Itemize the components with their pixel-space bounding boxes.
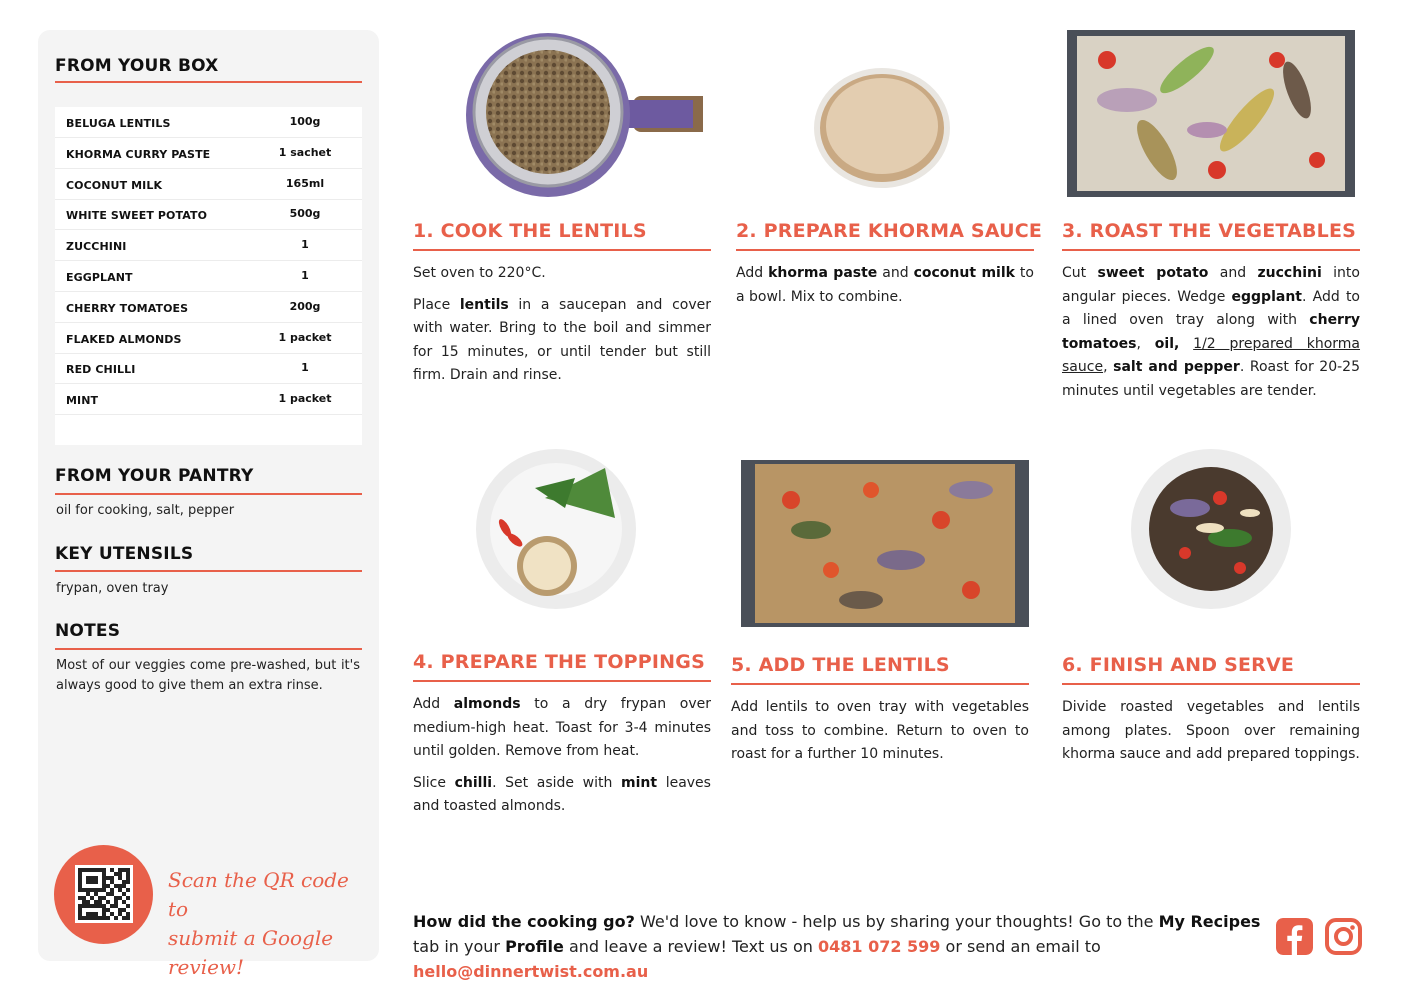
ingredients-table [55, 107, 362, 445]
step-instructions [1062, 262, 1360, 411]
step-instructions [413, 262, 711, 396]
ingredient-row [55, 353, 362, 384]
step-5 [731, 448, 1029, 828]
step-rule [1062, 683, 1360, 685]
served-plate-photo [1130, 448, 1292, 610]
ingredient-name: WHITE SWEET POTATO [66, 209, 208, 223]
from-your-box-heading: FROM YOUR BOX [55, 56, 219, 76]
review-footer: How did the cooking go? We'd love to know - help us by sharing your thoughts! Go to the My Recipes tab in your Profile and leave a review! Text us on 0481 072 599 or send an email to hello@dinnertwist.com.au [413, 912, 1261, 981]
ingredient-name: ZUCCHINI [66, 240, 127, 254]
ingredient-quantity: 1 packet [278, 330, 332, 344]
pantry-text: oil for cooking, salt, pepper [56, 503, 235, 518]
ingredient-row [55, 138, 362, 169]
ingredient-row [55, 107, 362, 138]
heading-rule [55, 648, 362, 650]
ingredient-row [55, 323, 362, 354]
step-title: 2. PREPARE KHORMA SAUCE [736, 220, 1043, 242]
ingredient-quantity: 1 [301, 269, 309, 282]
instruction-paragraph: Add khorma paste and coconut milk to a bowl. Mix to combine. [736, 265, 1034, 305]
facebook-icon[interactable] [1276, 918, 1313, 955]
step-2 [736, 30, 1043, 430]
my-recipes-link[interactable]: My Recipes [1158, 912, 1261, 931]
roasted-tray-photo [741, 460, 1029, 627]
step-rule [1062, 249, 1360, 251]
qr-code-badge[interactable] [54, 845, 153, 944]
step-rule [413, 249, 711, 251]
lentils-in-sieve-photo [463, 30, 703, 198]
key-utensils-heading: KEY UTENSILS [55, 544, 194, 564]
utensils-text: frypan, oven tray [56, 581, 169, 596]
qr-caption: Scan the QR code to submit a Google review! [168, 868, 349, 979]
step-rule [413, 680, 711, 682]
instruction-paragraph: Slice chilli. Set aside with mint leaves and toasted almonds. [413, 774, 711, 814]
step-rule [736, 249, 1034, 251]
instruction-paragraph: Cut sweet potato and zucchini into angular pieces. Wedge eggplant. Add to a lined oven tray along with cherry tomatoes, oil, 1/2 prepared khorma sauce, salt and pepper. Roast for 20-25 minutes until vegetables are tender. [1062, 265, 1361, 399]
instruction-paragraph: Add lentils to oven tray with vegetables and toss to combine. Return to oven to roast for a further 10 minutes. [731, 699, 1029, 762]
ingredient-name: BELUGA LENTILS [66, 117, 171, 130]
ingredient-row [55, 199, 362, 230]
ingredients-sidebar [38, 30, 379, 979]
ingredient-row [55, 292, 362, 323]
ingredient-name: EGGPLANT [66, 271, 133, 284]
step-title: 6. FINISH AND SERVE [1062, 654, 1295, 676]
notes-heading: NOTES [55, 621, 121, 641]
step-instructions [731, 696, 1029, 775]
step-1 [413, 30, 711, 430]
ingredient-name: MINT [66, 394, 99, 408]
step-instructions [736, 262, 1034, 317]
ingredient-quantity: 1 [301, 238, 309, 252]
ingredient-quantity: 500g [289, 207, 321, 221]
instruction-paragraph: Divide roasted vegetables and lentils among plates. Spoon over remaining khorma sauce and add prepared toppings. [1062, 699, 1360, 762]
step-title: 4. PREPARE THE TOPPINGS [413, 651, 705, 673]
heading-rule [55, 493, 362, 495]
ingredient-name: FLAKED ALMONDS [66, 332, 182, 346]
step-3 [1062, 30, 1360, 430]
ingredient-name: CHERRY TOMATOES [66, 301, 189, 315]
step-title: 5. ADD THE LENTILS [731, 654, 950, 676]
vegetable-tray-photo [1067, 30, 1355, 197]
ingredient-row [55, 230, 362, 261]
instruction-paragraph: Set oven to 220°C. [413, 265, 546, 281]
ingredient-quantity: 1 packet [278, 392, 332, 406]
qr-code-icon[interactable] [78, 868, 130, 920]
ingredient-quantity: 165ml [285, 176, 325, 190]
step-rule [731, 683, 1029, 685]
khorma-sauce-bowl-photo [812, 68, 952, 188]
step-title: 1. COOK THE LENTILS [413, 220, 647, 242]
instruction-paragraph: Add almonds to a dry frypan over medium-high heat. Toast for 3-4 minutes until golden. Remove from heat. [413, 696, 711, 759]
ingredient-name: RED CHILLI [66, 363, 136, 377]
heading-rule [55, 570, 362, 572]
ingredient-row [55, 261, 362, 292]
step-title: 3. ROAST THE VEGETABLES [1062, 220, 1357, 242]
instruction-paragraph: Place lentils in a saucepan and cover with water. Bring to the boil and simmer for 15 minutes, or until tender but still firm. Drain and rinse. [413, 296, 711, 383]
ingredient-name: KHORMA CURRY PASTE [66, 147, 211, 161]
ingredient-row [55, 169, 362, 200]
step-6 [1062, 448, 1360, 828]
step-4 [413, 448, 711, 828]
ingredient-quantity: 200g [289, 299, 321, 313]
ingredient-quantity: 100g [289, 115, 321, 128]
instagram-icon[interactable] [1325, 918, 1362, 955]
ingredient-row [55, 384, 362, 415]
ingredient-quantity: 1 sachet [278, 145, 332, 159]
footer-question: How did the cooking go? [413, 912, 635, 931]
ingredient-quantity: 1 [301, 361, 309, 375]
step-instructions [1062, 696, 1360, 775]
phone-link[interactable]: 0481 072 599 [817, 937, 941, 956]
step-instructions [413, 693, 711, 827]
notes-text: Most of our veggies come pre-washed, but it's always good to give them an extra rinse. [56, 658, 360, 693]
profile-link[interactable]: Profile [505, 937, 564, 956]
email-link[interactable]: hello@dinnertwist.com.au [413, 962, 649, 981]
toppings-plate-photo [475, 448, 637, 610]
from-your-pantry-heading: FROM YOUR PANTRY [55, 466, 254, 486]
ingredient-name: COCONUT MILK [66, 178, 163, 192]
heading-rule [55, 81, 362, 83]
